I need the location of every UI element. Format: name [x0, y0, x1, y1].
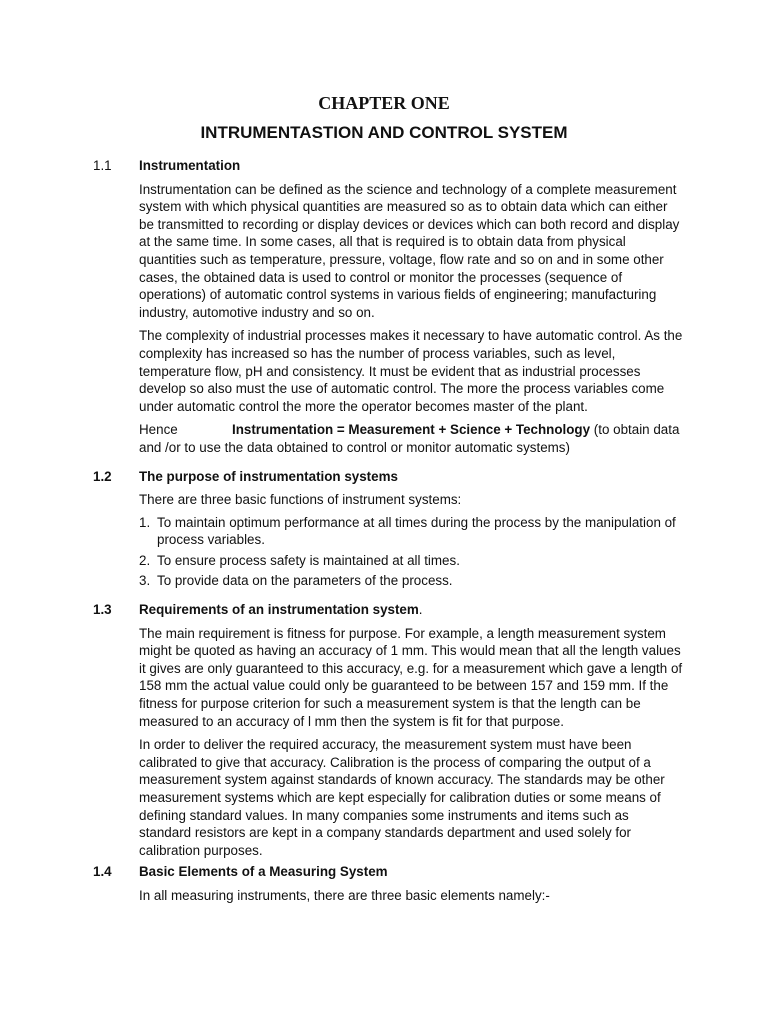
- numbered-list: [139, 514, 683, 590]
- section-number: 1.1: [93, 158, 112, 173]
- chapter-heading: CHAPTER ONE: [318, 93, 450, 113]
- list-marker: 1.: [139, 514, 151, 530]
- list-item-text: To provide data on the parameters of the process.: [157, 573, 453, 589]
- document-body: [93, 157, 683, 905]
- equation-note: (to obtain data and /or to use the data obtained to control or monitor automatic systems): [139, 422, 680, 455]
- list-item-text: To maintain optimum performance at all times during the process by the manipulation of process variables.: [157, 514, 676, 548]
- list-marker: 2.: [139, 552, 151, 568]
- paragraph: In all measuring instruments, there are three basic elements namely:-: [139, 887, 550, 903]
- section-heading-text: Requirements of an instrumentation system: [139, 602, 419, 618]
- paragraph: There are three basic functions of instrument systems:: [139, 492, 462, 508]
- paragraph: Instrumentation can be defined as the science and technology of a complete measurement system with which physical quantities are measured so as to obtain data which can either be transmitted to recording or display devices or devices which can both record and display at the same time. In some cases, all that is required is to obtain data from physical quantities such as temperature, pressure, voltage, flow rate and so on and in some other cases, the obtained data is used to control or monitor the processes (sequence of operations) of automatic control systems in various fields of engineering; manufacturing industry, automotive industry and so on.: [139, 181, 680, 320]
- equation-paragraph: [139, 421, 683, 456]
- section-1-2: [93, 468, 683, 591]
- paragraph: The main requirement is fitness for purpose. For example, a length measurement system might be quoted as having an accuracy of 1 mm. This would mean that all the length values it gives are only guaranteed to this accuracy, e.g. for a measurement which gave a length of 158 mm the actual value could only be guaranteed to be between 157 and 159 mm. If the fitness for purpose criterion for such a measurement system is that the length can be measured to an accuracy of l mm then the system is fit for that purpose.: [139, 625, 683, 729]
- hence-label: Hence: [139, 422, 178, 438]
- paragraph: The complexity of industrial processes makes it necessary to have automatic control. As the complexity has increased so has the number of process variables, such as level, temperature flow, pH and consistency. It must be evident that as industrial processes develop so also must the use of automatic control. The more the process variables come under automatic control the more the operator becomes master of the plant.: [139, 328, 683, 414]
- section-number: 1.4: [93, 864, 112, 880]
- section-1-4: [93, 863, 683, 904]
- list-item: [139, 514, 683, 549]
- section-heading: Basic Elements of a Measuring System: [139, 864, 388, 880]
- list-item: [139, 552, 683, 570]
- section-number: 1.3: [93, 602, 112, 618]
- instrumentation-equation: Instrumentation = Measurement + Science + Technology: [232, 422, 591, 438]
- section-1-3: [93, 601, 683, 859]
- section-number: 1.2: [93, 468, 112, 484]
- chapter-title: INTRUMENTASTION AND CONTROL SYSTEM: [200, 123, 568, 142]
- paragraph: In order to deliver the required accuracy, the measurement system must have been calibrated to give that accuracy. Calibration is the process of comparing the output of a measurement system against standards of known accuracy. The standards may be other measurement systems which are kept especially for calibration duties or some means of defining standard values. In many companies some instruments and items such as standard resistors are kept in a company standards department and used solely for calibration purposes.: [139, 737, 665, 858]
- section-heading: Instrumentation: [139, 158, 241, 173]
- section-1-1: [93, 157, 683, 457]
- heading-period: .: [418, 602, 423, 618]
- list-item-text: To ensure process safety is maintained at all times.: [157, 552, 460, 568]
- section-heading: The purpose of instrumentation systems: [139, 468, 398, 484]
- section-heading: [139, 601, 683, 619]
- list-item: [139, 572, 683, 590]
- list-marker: 3.: [139, 573, 151, 589]
